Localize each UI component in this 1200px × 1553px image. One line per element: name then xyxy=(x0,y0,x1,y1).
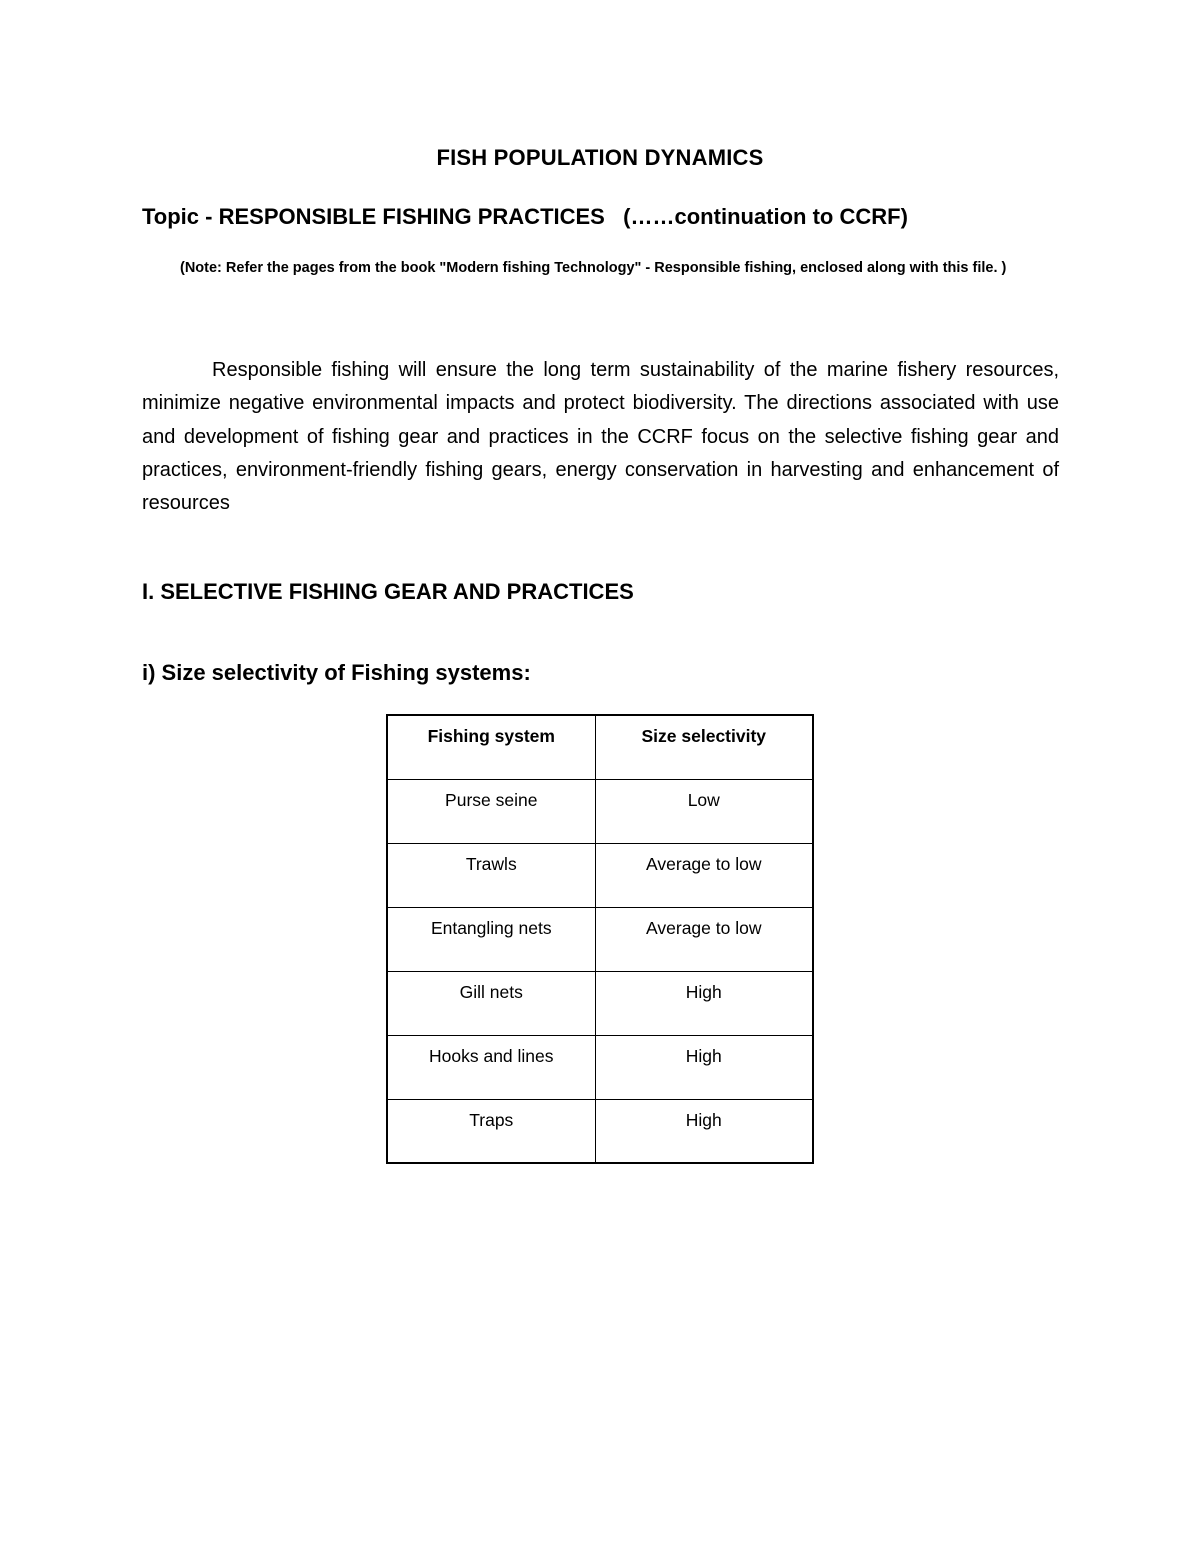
size-selectivity-cell: Low xyxy=(595,779,813,843)
fishing-system-cell: Hooks and lines xyxy=(387,1035,595,1099)
table-row xyxy=(387,907,813,971)
reference-note: (Note: Refer the pages from the book "Modern fishing Technology" - Responsible fishing, enclosed along with this file. ) xyxy=(180,260,1007,276)
table-row xyxy=(387,843,813,907)
table-header-row xyxy=(387,715,813,779)
header-fishing-system: Fishing system xyxy=(387,715,595,779)
size-selectivity-cell: High xyxy=(595,971,813,1035)
sub-heading: i) Size selectivity of Fishing systems: xyxy=(142,660,531,685)
table-row xyxy=(387,779,813,843)
intro-paragraph: Responsible fishing will ensure the long term sustainability of the marine fishery resources, minimize negative environmental impacts and protect biodiversity. The directions associated with use and development of fishing gear and practices in the CCRF focus on the selective fishing gear and practices, environment-friendly fishing gears, energy conservation in harvesting and enhancement of resources xyxy=(142,359,1059,515)
size-selectivity-cell: Average to low xyxy=(595,907,813,971)
size-selectivity-cell: Average to low xyxy=(595,843,813,907)
table-row xyxy=(387,1099,813,1163)
size-selectivity-cell: High xyxy=(595,1035,813,1099)
fishing-system-cell: Purse seine xyxy=(387,779,595,843)
header-size-selectivity: Size selectivity xyxy=(595,715,813,779)
fishing-system-cell: Traps xyxy=(387,1099,595,1163)
section-heading: I. SELECTIVE FISHING GEAR AND PRACTICES xyxy=(142,579,634,604)
size-selectivity-table xyxy=(386,714,814,1164)
size-selectivity-cell: High xyxy=(595,1099,813,1163)
fishing-system-cell: Entangling nets xyxy=(387,907,595,971)
table-row xyxy=(387,971,813,1035)
fishing-system-cell: Gill nets xyxy=(387,971,595,1035)
topic-heading: Topic - RESPONSIBLE FISHING PRACTICES (……continuation to CCRF) xyxy=(142,204,908,229)
fishing-system-cell: Trawls xyxy=(387,843,595,907)
document-title: FISH POPULATION DYNAMICS xyxy=(436,145,764,170)
table-row xyxy=(387,1035,813,1099)
